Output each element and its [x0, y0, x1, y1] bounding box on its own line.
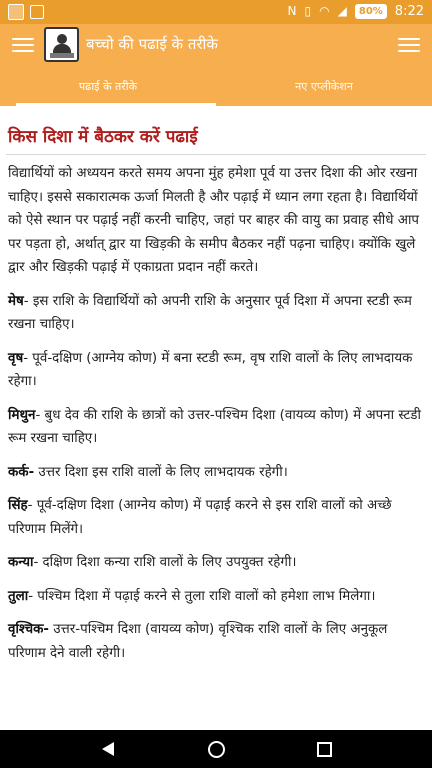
sign-text: - पूर्व-दक्षिण दिशा (आग्नेय कोण) में पढ़ाई करने से इस राशि वालों को अच्छे परिणाम मिलेंगे।: [8, 498, 392, 537]
sign-name: तुला: [8, 588, 29, 604]
sign-paragraph: [8, 404, 424, 451]
tab-label: पढाई के तरीके: [78, 79, 138, 93]
battery-icon: 80%: [355, 4, 387, 19]
sign-name: सिंह: [8, 498, 28, 513]
sign-text: उत्तर दिशा इस राशि वालों के लिए लाभदायक रहेगी।: [34, 464, 288, 480]
vibrate-icon: ▯: [304, 4, 312, 18]
sign-name: वृष: [8, 350, 24, 366]
home-icon: [208, 741, 225, 758]
sign-name: मेष: [8, 293, 24, 309]
hamburger-menu-icon[interactable]: [12, 34, 34, 54]
status-bar-right: [288, 3, 424, 19]
signal-icon: ◢: [337, 4, 347, 18]
nfc-icon: N: [287, 4, 297, 18]
notification-icon: [30, 5, 44, 19]
clock: 8:22: [394, 3, 424, 19]
article-content[interactable]: [0, 106, 432, 730]
article-intro: विद्यार्थियों को अध्ययन करते समय अपना मुंह हमेशा पूर्व या उत्तर दिशा की ओर रखना चाहिए। इससे सकारात्मक ऊर्जा मिलती है और पढ़ाई में ध्यान लगा रहता है। विद्यार्थियों को ऐसे स्थान पर पढ़ाई नहीं करनी चाहिए, जहां पर बाहर की वायु का प्रवाह सीधे आप पर पड़ता हो, अर्थात् द्वार या खिड़की के समीप बैठकर नहीं पढ़ना चाहिए। क्योंकि खुले द्वार और खिड़की पढ़ाई में एकाग्रता प्रदान नहीं करते।: [8, 166, 420, 275]
app-bar: [0, 24, 432, 66]
wifi-icon: ◠: [319, 4, 330, 18]
tab-study-methods[interactable]: [0, 66, 216, 106]
navigation-bar: [0, 730, 432, 768]
recent-apps-icon: [317, 742, 332, 757]
sign-name: मिथुन: [8, 407, 36, 423]
sign-paragraph: [8, 551, 424, 575]
sign-name: कर्क-: [8, 464, 35, 480]
home-button[interactable]: [186, 730, 246, 768]
sign-paragraph: [8, 461, 424, 485]
tab-bar: [0, 66, 432, 106]
back-icon: [102, 742, 114, 756]
sign-name: कन्या: [8, 555, 34, 570]
app-title: बच्चो की पढाई के तरीके: [86, 35, 218, 53]
sign-text: - इस राशि के विद्यार्थियों को अपनी राशि के अनुसार पूर्व दिशा में अपना स्टडी रूम रखना चाहिए।: [8, 293, 412, 332]
sign-paragraph: [8, 347, 424, 394]
sign-text: - पूर्व-दक्षिण (आग्नेय कोण) में बना स्टडी रूम, वृष राशि वालों के लिए लाभदायक रहेगा।: [8, 350, 413, 389]
sign-paragraph: [8, 494, 424, 541]
tab-new-applications[interactable]: [216, 66, 432, 106]
status-bar-left: [8, 4, 44, 20]
sign-name: वृश्चिक-: [8, 622, 49, 637]
app-notification-icon: [8, 4, 24, 20]
article-body: [8, 162, 424, 675]
article-title: किस दिशा में बैठकर करें पढाई: [8, 127, 198, 147]
recent-apps-button[interactable]: [294, 730, 354, 768]
sign-text: - बुध देव की राशि के छात्रों को उत्तर-पश्चिम दिशा (वायव्य कोण) में अपना स्टडी रूम रखना चाहिए।: [8, 407, 421, 446]
sign-paragraph: [8, 290, 424, 337]
sign-paragraph: [8, 618, 424, 665]
status-bar: [0, 0, 432, 24]
tab-label: नए एप्लीकेशन: [295, 79, 353, 93]
overflow-menu-icon[interactable]: [398, 34, 420, 54]
sign-text: उत्तर-पश्चिम दिशा (वायव्य कोण) वृश्चिक राशि वालों के लिए अनुकूल परिणाम देने वाली रहेगी।: [8, 622, 388, 661]
sign-text: - पश्चिम दिशा में पढ़ाई करने से तुला राशि वालों को हमेशा लाभ मिलेगा।: [28, 588, 376, 604]
sign-text: - दक्षिण दिशा कन्या राशि वालों के लिए उपयुक्त रहेगी।: [33, 555, 297, 570]
divider: [6, 154, 426, 155]
app-logo: [44, 27, 79, 62]
sign-paragraph: [8, 585, 424, 609]
back-button[interactable]: [78, 730, 138, 768]
